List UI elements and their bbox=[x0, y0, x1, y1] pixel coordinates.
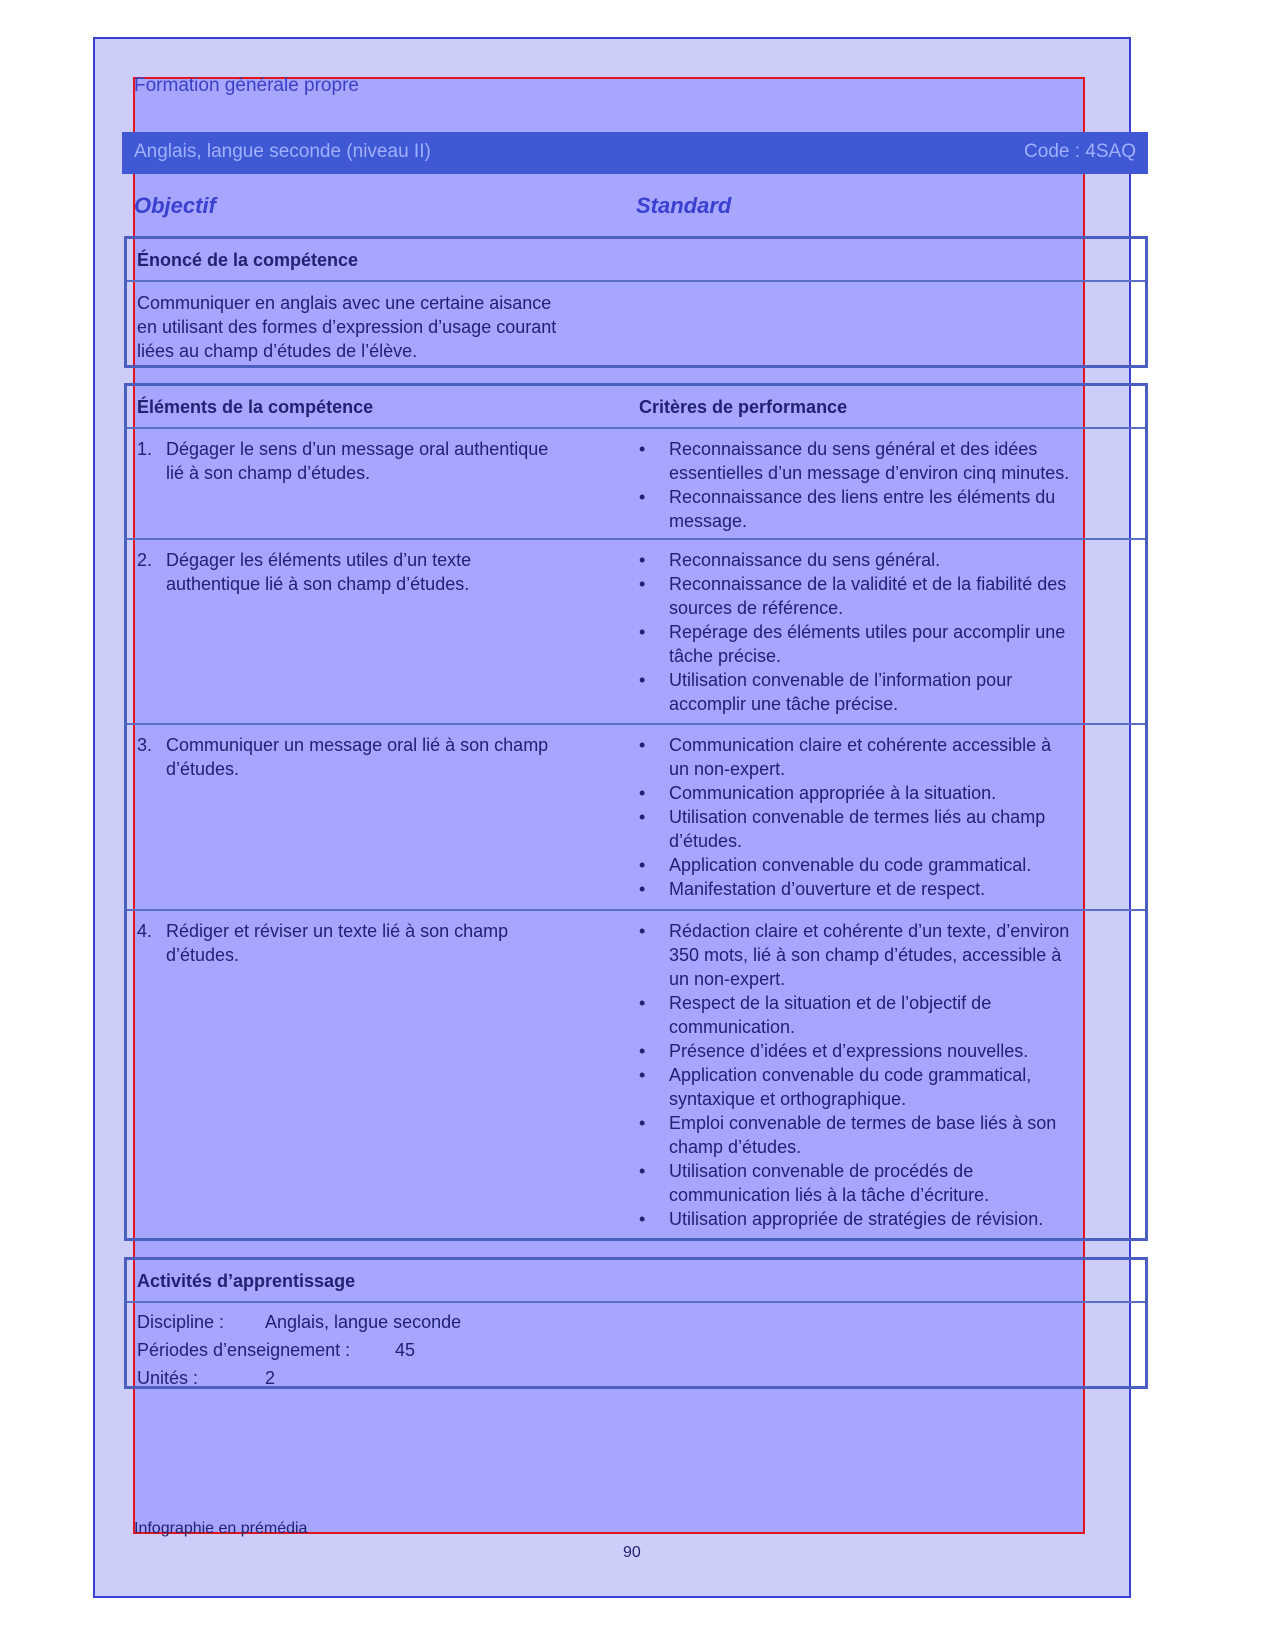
element-cell bbox=[137, 733, 607, 781]
criterion-item: • Respect de la situation et de l’objectif de communication. bbox=[639, 991, 1125, 1039]
criterion-item: • Présence d’idées et d’expressions nouvelles. bbox=[639, 1039, 1125, 1063]
units-value: 2 bbox=[265, 1368, 276, 1388]
periods-label: Périodes d’enseignement : bbox=[137, 1340, 351, 1360]
periods-line bbox=[137, 1340, 415, 1361]
course-header-band bbox=[122, 132, 1148, 174]
criterion-item: • Reconnaissance de la validité et de la fiabilité des sources de référence. bbox=[639, 572, 1125, 620]
element-text-line: Dégager les éléments utiles d’un texte bbox=[166, 550, 472, 570]
criterion-item: • Reconnaissance des liens entre les éléments du message. bbox=[639, 485, 1125, 533]
elements-criteria-table bbox=[124, 383, 1148, 1241]
element-text-line: d’études. bbox=[166, 759, 240, 779]
statement-line: liées au champ d’études de l’élève. bbox=[137, 341, 418, 361]
objective-heading: Objectif bbox=[134, 193, 216, 218]
elements-table-header bbox=[127, 386, 1145, 429]
element-text-line: Dégager le sens d’un message oral authentique bbox=[166, 439, 549, 459]
statement-heading: Énoncé de la compétence bbox=[137, 250, 359, 270]
criterion-item: • Application convenable du code grammatical, syntaxique et orthographique. bbox=[639, 1063, 1125, 1111]
criterion-item: • Manifestation d’ouverture et de respect. bbox=[639, 877, 1125, 901]
units-line bbox=[137, 1368, 275, 1389]
table-row bbox=[127, 429, 1145, 540]
element-number: 2. bbox=[137, 550, 153, 570]
element-cell bbox=[137, 437, 607, 485]
criterion-item: • Utilisation convenable de l’information pour accomplir une tâche précise. bbox=[639, 668, 1125, 716]
element-text-line: Rédiger et réviser un texte lié à son champ bbox=[166, 921, 509, 941]
elements-heading: Éléments de la compétence bbox=[137, 397, 374, 417]
criteria-heading: Critères de performance bbox=[639, 397, 848, 417]
element-cell bbox=[137, 919, 607, 967]
element-number: 1. bbox=[137, 439, 153, 459]
discipline-line bbox=[137, 1312, 461, 1333]
course-name: Anglais, langue seconde (niveau II) bbox=[134, 141, 431, 162]
criterion-item: • Rédaction claire et cohérente d’un texte, d’environ 350 mots, lié à son champ d’études, accessible à un non-expert. bbox=[639, 919, 1125, 991]
table-row bbox=[127, 540, 1145, 725]
table-row bbox=[127, 725, 1145, 911]
units-label: Unités : bbox=[137, 1368, 199, 1388]
criterion-item: • Utilisation appropriée de stratégies de révision. bbox=[639, 1207, 1125, 1231]
criterion-item: • Utilisation convenable de procédés de communication liés à la tâche d’écriture. bbox=[639, 1159, 1125, 1207]
program-title: Formation générale propre bbox=[134, 75, 359, 96]
standard-heading: Standard bbox=[636, 193, 732, 218]
learning-activities-box bbox=[124, 1257, 1148, 1389]
criterion-item: • Emploi convenable de termes de base liés à son champ d’études. bbox=[639, 1111, 1125, 1159]
criterion-item: • Communication claire et cohérente accessible à un non-expert. bbox=[639, 733, 1125, 781]
discipline-label: Discipline : bbox=[137, 1312, 225, 1332]
element-cell bbox=[137, 548, 607, 596]
criteria-list bbox=[639, 437, 1125, 533]
element-text-line: d’études. bbox=[166, 945, 240, 965]
criteria-list bbox=[639, 733, 1125, 901]
criterion-item: • Repérage des éléments utiles pour accomplir une tâche précise. bbox=[639, 620, 1125, 668]
criterion-item: • Application convenable du code grammatical. bbox=[639, 853, 1125, 877]
element-number: 4. bbox=[137, 921, 153, 941]
criterion-item: • Reconnaissance du sens général et des idées essentielles d’un message d’environ cinq minutes. bbox=[639, 437, 1125, 485]
element-text-line: Communiquer un message oral lié à son champ bbox=[166, 735, 549, 755]
statement-line: Communiquer en anglais avec une certaine aisance bbox=[137, 293, 552, 313]
page-number: 90 bbox=[623, 1544, 641, 1561]
element-text-line: authentique lié à son champ d’études. bbox=[166, 574, 470, 594]
criteria-list bbox=[639, 919, 1125, 1231]
criteria-list bbox=[639, 548, 1125, 716]
competency-statement-box bbox=[124, 236, 1148, 368]
element-text-line: lié à son champ d’études. bbox=[166, 463, 371, 483]
criterion-item: • Utilisation convenable de termes liés au champ d’études. bbox=[639, 805, 1125, 853]
periods-value: 45 bbox=[395, 1340, 416, 1360]
footer-program: Infographie en prémédia bbox=[134, 1520, 308, 1537]
criterion-item: • Reconnaissance du sens général. bbox=[639, 548, 1125, 572]
criterion-item: • Communication appropriée à la situation. bbox=[639, 781, 1125, 805]
discipline-value: Anglais, langue seconde bbox=[265, 1312, 462, 1332]
table-row bbox=[127, 911, 1145, 1241]
statement-text bbox=[137, 291, 556, 363]
element-number: 3. bbox=[137, 735, 153, 755]
statement-header bbox=[127, 239, 1145, 282]
activities-heading: Activités d’apprentissage bbox=[137, 1271, 356, 1291]
activities-header bbox=[127, 1260, 1145, 1303]
statement-line: en utilisant des formes d’expression d’usage courant bbox=[137, 317, 557, 337]
course-code: Code : 4SAQ bbox=[1024, 141, 1136, 162]
